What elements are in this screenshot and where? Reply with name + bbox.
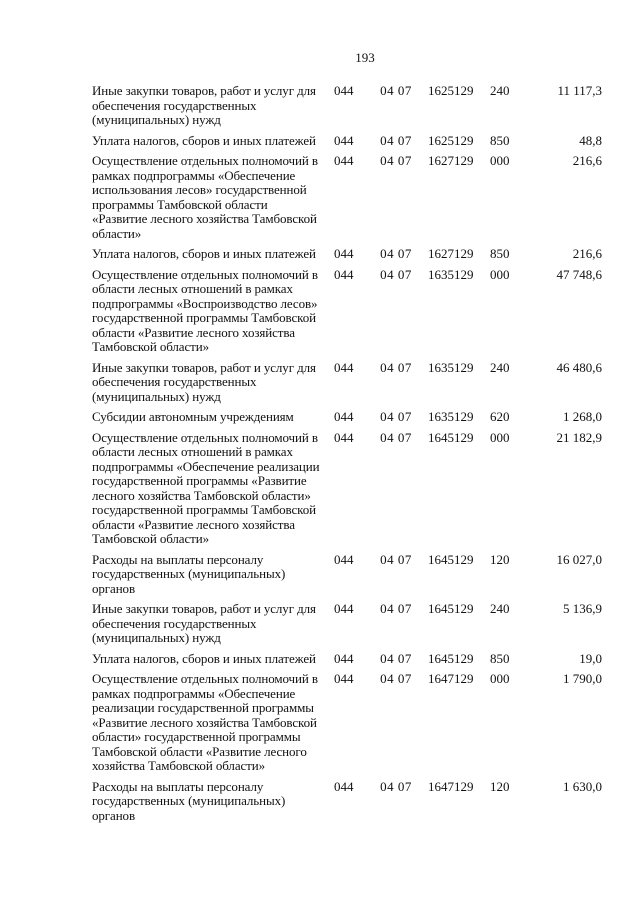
row-name: Иные закупки товаров, работ и услуг для обеспечения государственных (муниципальных) нужд xyxy=(92,83,316,127)
row-ministry-code: 044 xyxy=(334,429,354,445)
row-section-code: 04 07 xyxy=(380,266,412,282)
row-amount: 21 182,9 xyxy=(556,429,602,445)
row-expense-type: 240 xyxy=(490,359,510,375)
table-row xyxy=(92,780,602,824)
row-expense-type: 240 xyxy=(490,83,510,98)
row-name: Осуществление отдельных полномочий в рамках подпрограммы «Обеспечение реализации государственной программы «Развитие лесного хозяйства Тамбовской области» государственной программы Тамбовской области «Развитие лесного хозяйства Тамбовской области» xyxy=(92,671,318,773)
table-row xyxy=(92,652,602,667)
row-amount: 46 480,6 xyxy=(556,359,602,375)
row-name: Субсидии автономным учреждениям xyxy=(92,409,294,424)
row-expense-type: 120 xyxy=(490,551,510,567)
row-name: Расходы на выплаты персоналу государственных (муниципальных) органов xyxy=(92,778,286,823)
row-expense-type: 120 xyxy=(490,778,510,794)
table-row xyxy=(92,672,602,774)
row-expense-type: 240 xyxy=(490,601,510,616)
row-amount: 48,8 xyxy=(579,132,602,148)
row-amount: 16 027,0 xyxy=(556,551,602,567)
row-amount: 5 136,9 xyxy=(563,601,602,616)
row-expense-type: 000 xyxy=(490,671,510,686)
row-name: Иные закупки товаров, работ и услуг для обеспечения государственных (муниципальных) нужд xyxy=(92,601,316,645)
row-amount: 216,6 xyxy=(572,246,602,261)
row-target-code: 1647129 xyxy=(428,671,474,686)
row-target-code: 1635129 xyxy=(428,266,474,282)
row-section-code: 04 07 xyxy=(380,83,412,98)
row-target-code: 1627129 xyxy=(428,246,474,261)
table-row xyxy=(92,247,602,262)
row-target-code: 1627129 xyxy=(428,153,474,168)
row-section-code: 04 07 xyxy=(380,153,412,168)
budget-table xyxy=(92,84,602,829)
row-ministry-code: 044 xyxy=(334,671,354,686)
row-name: Осуществление отдельных полномочий в области лесных отношений в рамках подпрограммы «Воспроизводство лесов» государственной программы Тамбовской области «Развитие лесного хозяйства Тамбовской области» xyxy=(92,266,318,354)
row-name: Уплата налогов, сборов и иных платежей xyxy=(92,650,316,666)
row-expense-type: 000 xyxy=(490,429,510,445)
row-amount: 1 630,0 xyxy=(563,778,602,794)
row-target-code: 1647129 xyxy=(428,778,474,794)
row-section-code: 04 07 xyxy=(380,246,412,261)
row-section-code: 04 07 xyxy=(380,601,412,616)
table-row xyxy=(92,84,602,128)
row-ministry-code: 044 xyxy=(334,551,354,567)
row-ministry-code: 044 xyxy=(334,246,354,261)
row-target-code: 1645129 xyxy=(428,429,474,445)
table-row xyxy=(92,154,602,241)
table-row xyxy=(92,553,602,597)
row-amount: 1 790,0 xyxy=(563,671,602,686)
row-name: Уплата налогов, сборов и иных платежей xyxy=(92,132,316,148)
row-section-code: 04 07 xyxy=(380,551,412,567)
row-name: Осуществление отдельных полномочий в области лесных отношений в рамках подпрограммы «Обеспечение реализации государственной программы «Развитие лесного хозяйства Тамбовской области» государственной программы Тамбовской области «Развитие лесного хозяйства Тамбовской области» xyxy=(92,429,320,546)
row-target-code: 1635129 xyxy=(428,409,474,424)
row-target-code: 1635129 xyxy=(428,359,474,375)
row-amount: 216,6 xyxy=(572,153,602,168)
row-section-code: 04 07 xyxy=(380,359,412,375)
table-row xyxy=(92,431,602,547)
row-ministry-code: 044 xyxy=(334,83,354,98)
row-amount: 11 117,3 xyxy=(557,83,602,98)
row-ministry-code: 044 xyxy=(334,601,354,616)
table-row xyxy=(92,268,602,355)
table-row xyxy=(92,361,602,405)
page-number: 193 xyxy=(355,50,375,65)
row-expense-type: 850 xyxy=(490,246,510,261)
table-row xyxy=(92,134,602,149)
row-target-code: 1625129 xyxy=(428,83,474,98)
table-row xyxy=(92,602,602,646)
row-expense-type: 850 xyxy=(490,650,510,666)
row-expense-type: 000 xyxy=(490,266,510,282)
row-amount: 19,0 xyxy=(579,650,602,666)
row-ministry-code: 044 xyxy=(334,778,354,794)
row-name: Осуществление отдельных полномочий в рамках подпрограммы «Обеспечение использования лесов» государственной программы Тамбовской области «Развитие лесного хозяйства Тамбовской области» xyxy=(92,153,318,241)
row-ministry-code: 044 xyxy=(334,409,354,424)
row-expense-type: 850 xyxy=(490,132,510,148)
row-name: Расходы на выплаты персоналу государственных (муниципальных) органов xyxy=(92,551,286,596)
row-name: Уплата налогов, сборов и иных платежей xyxy=(92,246,316,261)
row-ministry-code: 044 xyxy=(334,650,354,666)
row-amount: 1 268,0 xyxy=(563,409,602,424)
row-section-code: 04 07 xyxy=(380,650,412,666)
row-amount: 47 748,6 xyxy=(556,266,602,282)
row-section-code: 04 07 xyxy=(380,778,412,794)
row-name: Иные закупки товаров, работ и услуг для обеспечения государственных (муниципальных) нужд xyxy=(92,359,316,404)
row-section-code: 04 07 xyxy=(380,132,412,148)
row-section-code: 04 07 xyxy=(380,429,412,445)
row-target-code: 1645129 xyxy=(428,650,474,666)
row-ministry-code: 044 xyxy=(334,153,354,168)
row-target-code: 1645129 xyxy=(428,551,474,567)
row-ministry-code: 044 xyxy=(334,359,354,375)
row-section-code: 04 07 xyxy=(380,671,412,686)
row-ministry-code: 044 xyxy=(334,266,354,282)
row-section-code: 04 07 xyxy=(380,409,412,424)
row-expense-type: 000 xyxy=(490,153,510,168)
table-row xyxy=(92,410,602,425)
row-ministry-code: 044 xyxy=(334,132,354,148)
row-target-code: 1625129 xyxy=(428,132,474,148)
row-expense-type: 620 xyxy=(490,409,510,424)
row-target-code: 1645129 xyxy=(428,601,474,616)
